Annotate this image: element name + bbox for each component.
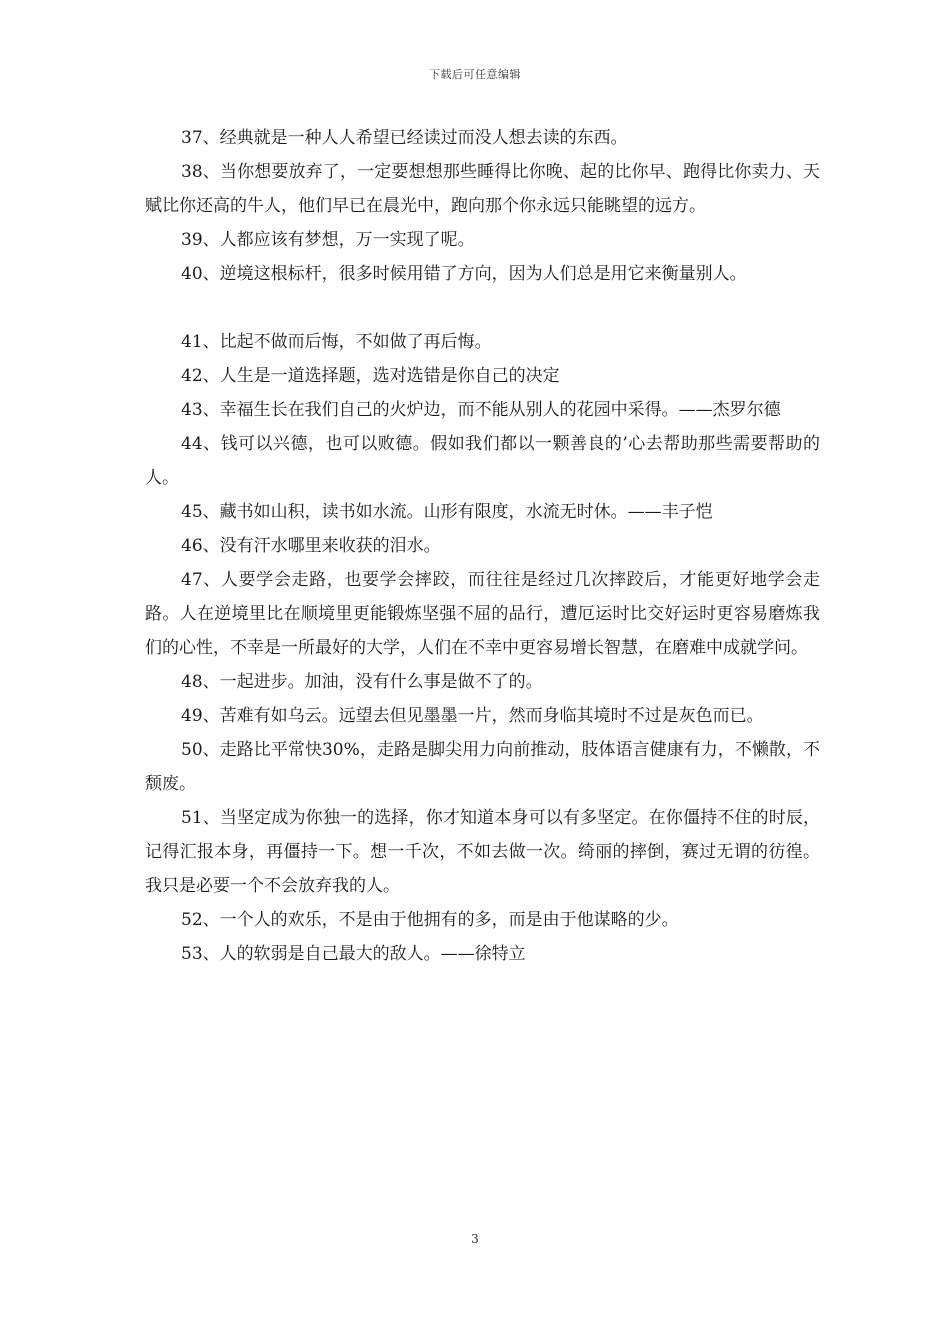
quote-37: 37、经典就是一种人人希望已经读过而没人想去读的东西。: [181, 128, 628, 148]
quote-41: 41、比起不做而后悔，不如做了再后悔。: [181, 332, 492, 352]
quote-44: 44、钱可以兴德，也可以败德。假如我们都以一颗善良的’心去帮助那些需要帮助的人。: [145, 434, 820, 488]
document-body: [145, 121, 820, 971]
quote-43: 43、幸福生长在我们自己的火炉边，而不能从别人的花园中采得。——杰罗尔德: [181, 400, 781, 420]
quote-50: 50、走路比平常快30%，走路是脚尖用力向前推动，肢体语言健康有力，不懒散，不颓废。: [145, 740, 820, 794]
blank-line: [145, 291, 820, 325]
quote-51: 51、当坚定成为你独一的选择，你才知道本身可以有多坚定。在你僵持不住的时辰，记得汇报本身，再僵持一下。想一千次，不如去做一次。绮丽的摔倒，赛过无谓的彷徨。我只是必要一个不会放弃我的人。: [145, 808, 820, 896]
quote-45: 45、藏书如山积，读书如水流。山形有限度，水流无时休。——丰子恺: [181, 502, 713, 522]
quote-48: 48、一起进步。加油，没有什么事是做不了的。: [181, 672, 543, 692]
page-header: 下载后可任意编辑: [429, 68, 521, 81]
quote-42: 42、人生是一道选择题，选对选错是你自己的决定: [181, 366, 560, 386]
page-number: 3: [471, 1232, 479, 1246]
quote-40: 40、逆境这根标杆，很多时候用错了方向，因为人们总是用它来衡量别人。: [181, 264, 747, 284]
quote-52: 52、一个人的欢乐，不是由于他拥有的多，而是由于他谋略的少。: [181, 910, 679, 930]
quote-46: 46、没有汗水哪里来收获的泪水。: [181, 536, 441, 556]
quote-49: 49、苦难有如乌云。远望去但见墨墨一片，然而身临其境时不过是灰色而已。: [181, 706, 764, 726]
quote-47: 47、人要学会走路，也要学会摔跤，而往往是经过几次摔跤后，才能更好地学会走路。人在逆境里比在顺境里更能锻炼坚强不屈的品行，遭厄运时比交好运时更容易磨炼我们的心性，不幸是一所最好的大学，人们在不幸中更容易增长智慧，在磨难中成就学问。: [145, 570, 820, 658]
quote-38: 38、当你想要放弃了，一定要想想那些睡得比你晚、起的比你早、跑得比你卖力、天赋比你还高的牛人，他们早已在晨光中，跑向那个你永远只能眺望的远方。: [145, 162, 820, 216]
quote-53: 53、人的软弱是自己最大的敌人。——徐特立: [181, 944, 526, 964]
quote-39: 39、人都应该有梦想，万一实现了呢。: [181, 230, 475, 250]
